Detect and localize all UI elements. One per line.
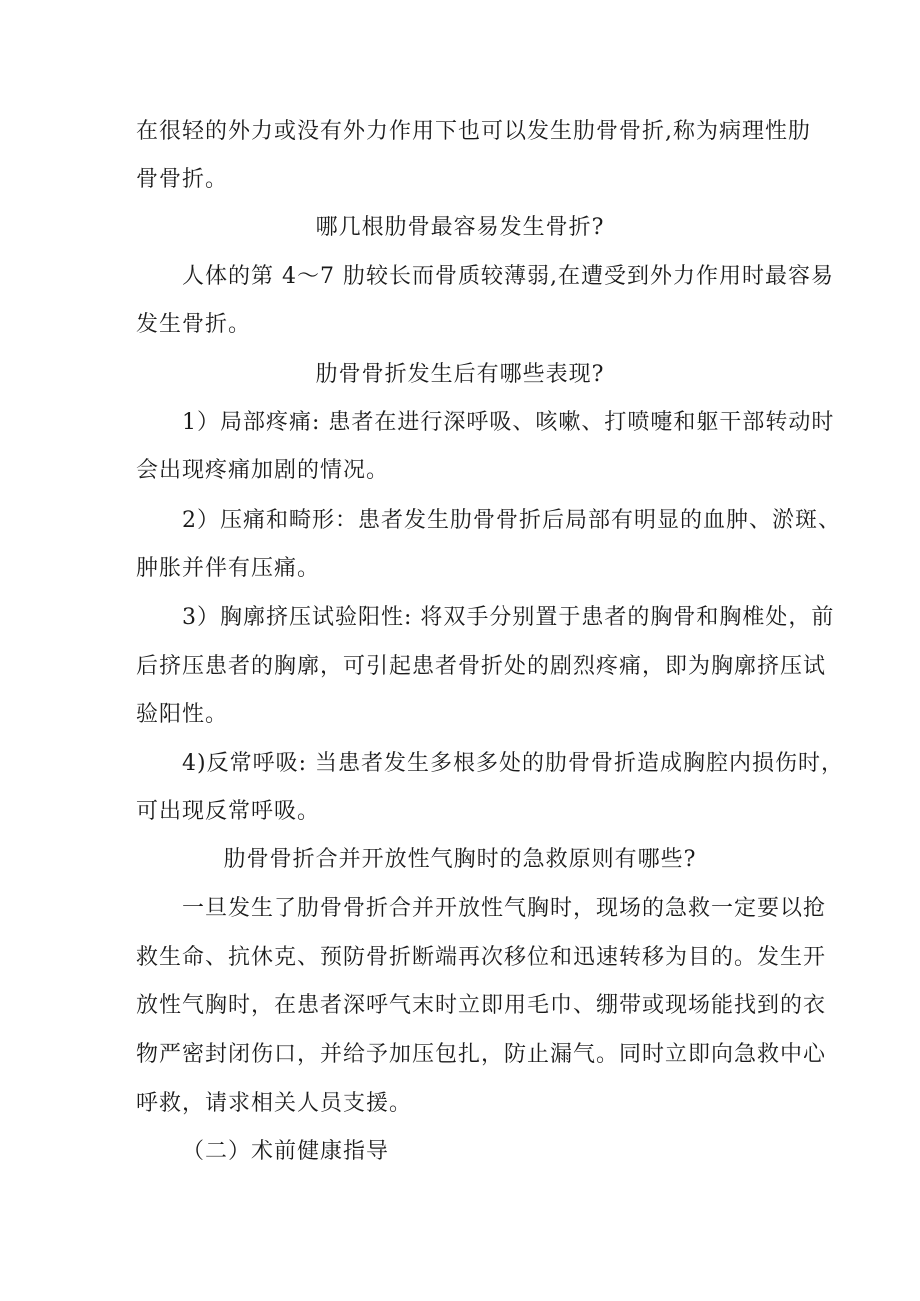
heading-which-ribs: 哪几根肋骨最容易发生骨折? bbox=[315, 215, 605, 240]
section-heading-preop: （二）术前健康指导 bbox=[182, 1139, 390, 1164]
paragraph-first-aid-line-1: 一旦发生了肋骨骨折合并开放性气胸时，现场的急救一定要以抢 bbox=[182, 896, 827, 921]
paragraph-first-aid-line-2: 救生命、抗休克、预防骨折断端再次移位和迅速转移为目的。发生开 bbox=[136, 945, 827, 970]
symptom-4-line-2: 可出现反常呼吸。 bbox=[136, 799, 321, 824]
symptom-3-line-2: 后挤压患者的胸廓，可引起患者骨折处的剧烈疼痛，即为胸廓挤压试 bbox=[136, 654, 827, 679]
paragraph-ribs-line-2: 发生骨折。 bbox=[136, 312, 252, 337]
heading-symptoms: 肋骨骨折发生后有哪些表现? bbox=[315, 362, 605, 387]
paragraph-first-aid-line-4: 物严密封闭伤口，并给予加压包扎，防止漏气。同时立即向急救中心 bbox=[136, 1042, 827, 1067]
paragraph-ribs-line-1: 人体的第 4～7 肋较长而骨质较薄弱,在遭受到外力作用时最容易 bbox=[182, 264, 834, 289]
paragraph-first-aid-line-3: 放性气胸时，在患者深呼气末时立即用毛巾、绷带或现场能找到的衣 bbox=[136, 993, 827, 1018]
symptom-1-line-1: 1）局部疼痛: 患者在进行深呼吸、咳嗽、打喷嚏和躯干部转动时 bbox=[182, 410, 835, 435]
paragraph-first-aid-line-5: 呼救，请求相关人员支援。 bbox=[136, 1091, 413, 1116]
symptom-4-line-1: 4)反常呼吸: 当患者发生多根多处的肋骨骨折造成胸腔内损伤时， bbox=[182, 751, 844, 776]
heading-first-aid: 肋骨骨折合并开放性气胸时的急救原则有哪些? bbox=[223, 847, 697, 872]
symptom-3-line-1: 3）胸廓挤压试验阳性: 将双手分别置于患者的胸骨和胸椎处，前 bbox=[182, 605, 835, 630]
symptom-3-line-3: 验阳性。 bbox=[136, 702, 229, 727]
paragraph-pathological-line-1: 在很轻的外力或没有外力作用下也可以发生肋骨骨折,称为病理性肋 bbox=[136, 119, 811, 144]
symptom-2-line-1: 2）压痛和畸形：患者发生肋骨骨折后局部有明显的血肿、淤斑、 bbox=[182, 508, 841, 533]
paragraph-pathological-line-2: 骨骨折。 bbox=[136, 167, 229, 192]
symptom-2-line-2: 肿胀并伴有压痛。 bbox=[136, 556, 321, 581]
symptom-1-line-2: 会出现疼痛加剧的情况。 bbox=[136, 458, 390, 483]
